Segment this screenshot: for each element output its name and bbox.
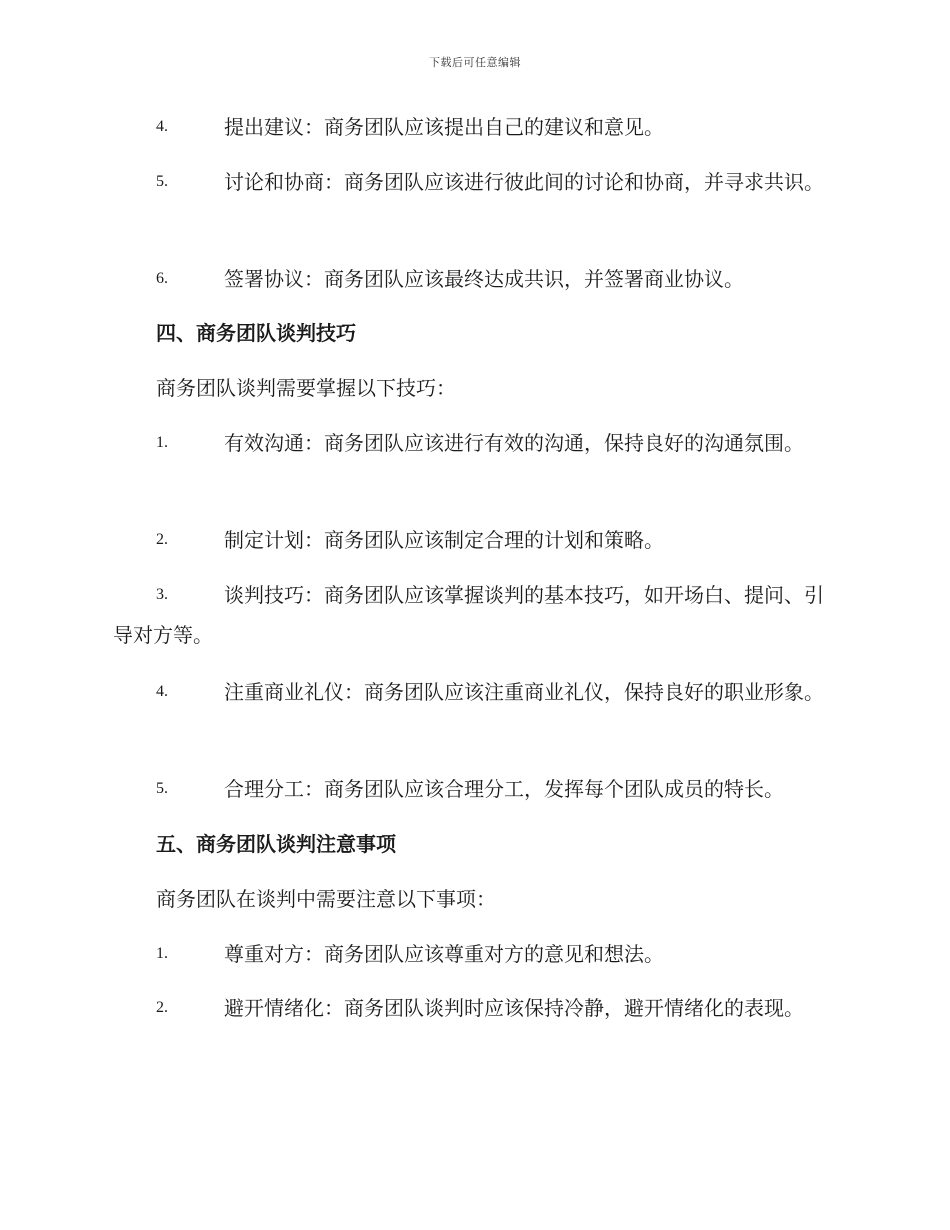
list-item <box>113 107 843 147</box>
list-item-text: 注重商业礼仪：商务团队应该注重商业礼仪，保持良好的职业形象。 <box>224 680 824 704</box>
list-item-text: 合理分工：商务团队应该合理分工，发挥每个团队成员的特长。 <box>224 777 784 801</box>
paragraph: 商务团队谈判需要掌握以下技巧： <box>156 376 456 400</box>
list-item <box>113 988 843 1028</box>
list-item-number: 2. <box>156 999 168 1016</box>
list-item <box>113 259 843 299</box>
list-item-number: 3. <box>156 586 168 603</box>
list-item-text: 避开情绪化：商务团队谈判时应该保持冷静，避开情绪化的表现。 <box>224 996 804 1020</box>
list-item-text: 讨论和协商：商务团队应该进行彼此间的讨论和协商，并寻求共识。 <box>224 170 824 194</box>
list-item-number: 1. <box>156 945 168 962</box>
section-heading: 四、商务团队谈判技巧 <box>156 321 356 345</box>
list-item <box>113 423 843 463</box>
list-item-text: 尊重对方：商务团队应该尊重对方的意见和想法。 <box>224 942 664 966</box>
list-item <box>113 934 843 974</box>
list-item-number: 1. <box>156 434 168 451</box>
list-item <box>113 162 843 202</box>
paragraph: 商务团队在谈判中需要注意以下事项： <box>156 887 496 911</box>
list-item-text: 签署协议：商务团队应该最终达成共识，并签署商业协议。 <box>224 267 744 291</box>
section-heading: 五、商务团队谈判注意事项 <box>156 832 396 856</box>
list-item-text: 有效沟通：商务团队应该进行有效的沟通，保持良好的沟通氛围。 <box>224 431 804 455</box>
list-item-number: 4. <box>156 683 168 700</box>
page-header: 下载后可任意编辑 <box>429 56 521 69</box>
list-item-number: 5. <box>156 780 168 797</box>
list-item-text: 谈判技巧：商务团队应该掌握谈判的基本技巧，如开场白、提问、引导对方等。 <box>113 583 824 647</box>
list-item-text: 制定计划：商务团队应该制定合理的计划和策略。 <box>224 528 664 552</box>
list-item <box>113 672 843 712</box>
list-item-number: 2. <box>156 531 168 548</box>
list-item-text: 提出建议：商务团队应该提出自己的建议和意见。 <box>224 115 664 139</box>
list-item <box>113 520 843 560</box>
list-item-number: 4. <box>156 118 168 135</box>
list-item <box>113 575 843 655</box>
list-item-number: 6. <box>156 270 168 287</box>
list-item <box>113 769 843 809</box>
list-item-number: 5. <box>156 173 168 190</box>
